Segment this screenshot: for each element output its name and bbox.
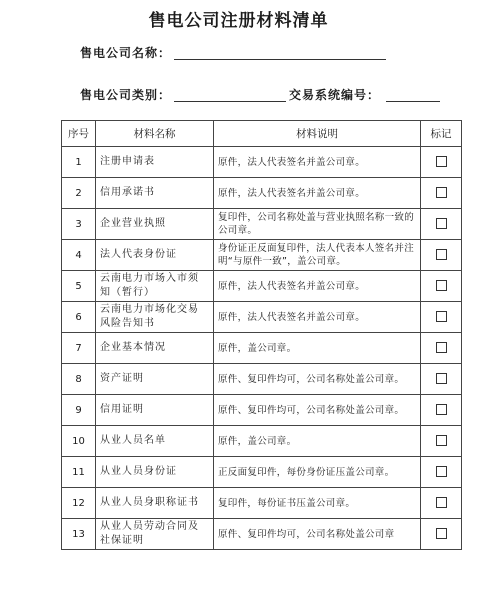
row-number: 13 <box>62 519 96 550</box>
row-number: 6 <box>62 302 96 333</box>
header-mark: 标记 <box>421 121 462 147</box>
checkbox-icon[interactable] <box>436 187 447 198</box>
material-name: 注册申请表 <box>96 147 214 178</box>
table-row <box>62 457 462 488</box>
materials-table-body <box>62 147 462 550</box>
document-title: 售电公司注册材料清单 <box>148 11 329 31</box>
material-description: 复印件，公司名称处盖与营业执照名称一致的公司章。 <box>214 209 421 240</box>
checkbox-icon[interactable] <box>436 528 447 539</box>
mark-cell <box>421 488 462 519</box>
checkbox-icon[interactable] <box>436 280 447 291</box>
mark-cell <box>421 457 462 488</box>
header-desc: 材料说明 <box>214 121 421 147</box>
table-row <box>62 302 462 333</box>
material-name: 资产证明 <box>96 364 214 395</box>
material-description: 原件，盖公司章。 <box>214 333 421 364</box>
material-name: 从业人员身份证 <box>96 457 214 488</box>
row-number: 9 <box>62 395 96 426</box>
company-name-blank[interactable] <box>174 59 386 60</box>
material-name: 从业人员名单 <box>96 426 214 457</box>
material-name: 企业营业执照 <box>96 209 214 240</box>
material-name: 从业人员身职称证书 <box>96 488 214 519</box>
material-name: 企业基本情况 <box>96 333 214 364</box>
checkbox-icon[interactable] <box>436 342 447 353</box>
row-number: 11 <box>62 457 96 488</box>
mark-cell <box>421 302 462 333</box>
table-header-row <box>62 121 462 147</box>
table-row <box>62 519 462 550</box>
material-description: 身份证正反面复印件，法人代表本人签名并注明“与原件一致”，盖公司章。 <box>214 240 421 271</box>
material-description: 原件、复印件均可，公司名称处盖公司章。 <box>214 364 421 395</box>
company-type-label: 售电公司类别： <box>80 88 172 102</box>
checkbox-icon[interactable] <box>436 435 447 446</box>
mark-cell <box>421 426 462 457</box>
material-name: 从业人员劳动合同及社保证明 <box>96 519 214 550</box>
materials-table <box>61 120 462 550</box>
material-name: 法人代表身份证 <box>96 240 214 271</box>
checkbox-icon[interactable] <box>436 497 447 508</box>
mark-cell <box>421 271 462 302</box>
row-number: 12 <box>62 488 96 519</box>
trade-no-label: 交易系统编号： <box>289 88 381 102</box>
mark-cell <box>421 209 462 240</box>
material-description: 原件，法人代表签名并盖公司章。 <box>214 178 421 209</box>
table-row <box>62 178 462 209</box>
company-name-label: 售电公司名称： <box>80 46 172 60</box>
row-number: 4 <box>62 240 96 271</box>
table-row <box>62 426 462 457</box>
checkbox-icon[interactable] <box>436 466 447 477</box>
material-description: 原件，盖公司章。 <box>214 426 421 457</box>
header-name: 材料名称 <box>96 121 214 147</box>
mark-cell <box>421 395 462 426</box>
table-row <box>62 333 462 364</box>
material-name: 云南电力市场化交易风险告知书 <box>96 302 214 333</box>
checkbox-icon[interactable] <box>436 156 447 167</box>
header-no: 序号 <box>62 121 96 147</box>
material-description: 复印件，每份证书压盖公司章。 <box>214 488 421 519</box>
trade-no-blank[interactable] <box>386 101 440 102</box>
material-name: 信用证明 <box>96 395 214 426</box>
company-type-blank[interactable] <box>174 101 286 102</box>
mark-cell <box>421 147 462 178</box>
mark-cell <box>421 333 462 364</box>
row-number: 7 <box>62 333 96 364</box>
checkbox-icon[interactable] <box>436 311 447 322</box>
material-description: 原件，法人代表签名并盖公司章。 <box>214 302 421 333</box>
row-number: 5 <box>62 271 96 302</box>
row-number: 2 <box>62 178 96 209</box>
row-number: 10 <box>62 426 96 457</box>
checkbox-icon[interactable] <box>436 218 447 229</box>
checkbox-icon[interactable] <box>436 404 447 415</box>
mark-cell <box>421 519 462 550</box>
checkbox-icon[interactable] <box>436 249 447 260</box>
table-row <box>62 147 462 178</box>
mark-cell <box>421 240 462 271</box>
material-description: 正反面复印件，每份身份证压盖公司章。 <box>214 457 421 488</box>
table-row <box>62 209 462 240</box>
material-description: 原件、复印件均可，公司名称处盖公司章 <box>214 519 421 550</box>
table-row <box>62 271 462 302</box>
mark-cell <box>421 178 462 209</box>
row-number: 8 <box>62 364 96 395</box>
table-row <box>62 240 462 271</box>
table-row <box>62 364 462 395</box>
checkbox-icon[interactable] <box>436 373 447 384</box>
table-row <box>62 395 462 426</box>
material-description: 原件，法人代表签名并盖公司章。 <box>214 147 421 178</box>
material-name: 信用承诺书 <box>96 178 214 209</box>
table-row <box>62 488 462 519</box>
mark-cell <box>421 364 462 395</box>
row-number: 3 <box>62 209 96 240</box>
material-description: 原件，法人代表签名并盖公司章。 <box>214 271 421 302</box>
material-description: 原件、复印件均可，公司名称处盖公司章。 <box>214 395 421 426</box>
row-number: 1 <box>62 147 96 178</box>
material-name: 云南电力市场入市须知（暂行） <box>96 271 214 302</box>
